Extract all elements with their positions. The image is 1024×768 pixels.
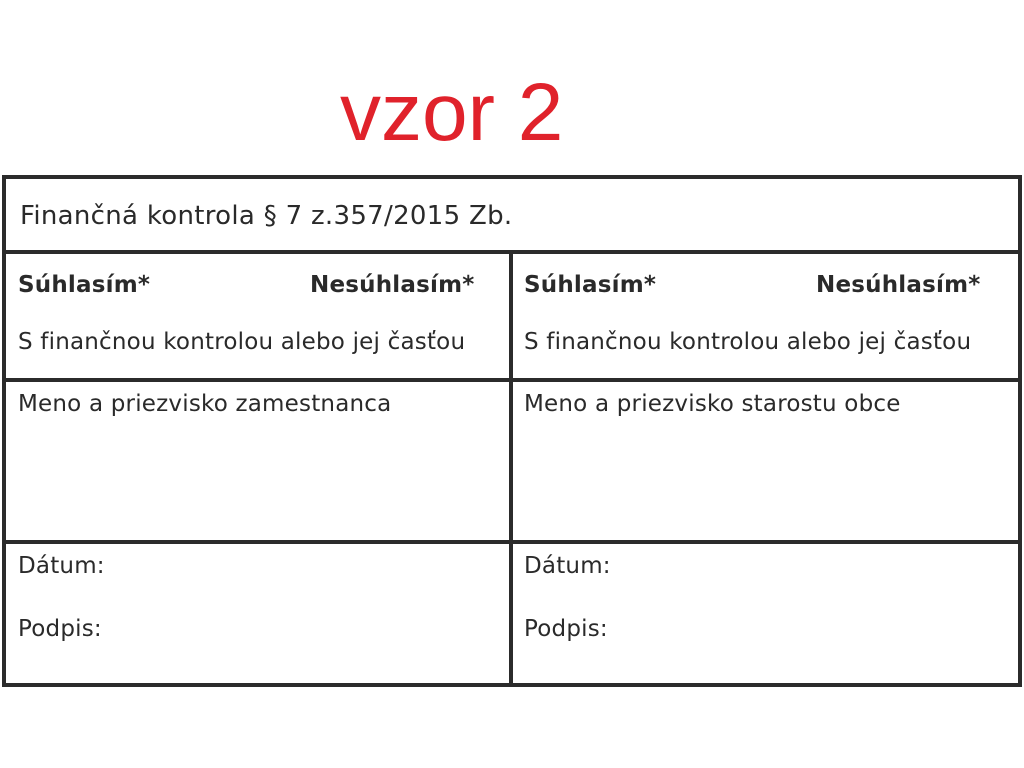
page-title: vzor 2 xyxy=(340,67,564,158)
divider-columns xyxy=(509,250,513,683)
right-date-label: Dátum: xyxy=(524,553,611,579)
left-agree-option: Súhlasím* xyxy=(18,272,151,298)
left-scope-text: S finančnou kontrolou alebo jej časťou xyxy=(18,329,466,355)
left-date-label: Dátum: xyxy=(18,553,105,579)
right-name-label: Meno a priezvisko starostu obce xyxy=(524,391,901,417)
stamp-header: Finančná kontrola § 7 z.357/2015 Zb. xyxy=(20,201,513,231)
financial-control-stamp xyxy=(2,175,1022,687)
left-disagree-option: Nesúhlasím* xyxy=(310,272,475,298)
right-signature-label: Podpis: xyxy=(524,616,608,642)
left-name-label: Meno a priezvisko zamestnanca xyxy=(18,391,392,417)
right-agree-option: Súhlasím* xyxy=(524,272,657,298)
right-scope-text: S finančnou kontrolou alebo jej časťou xyxy=(524,329,972,355)
right-disagree-option: Nesúhlasím* xyxy=(816,272,981,298)
left-signature-label: Podpis: xyxy=(18,616,102,642)
